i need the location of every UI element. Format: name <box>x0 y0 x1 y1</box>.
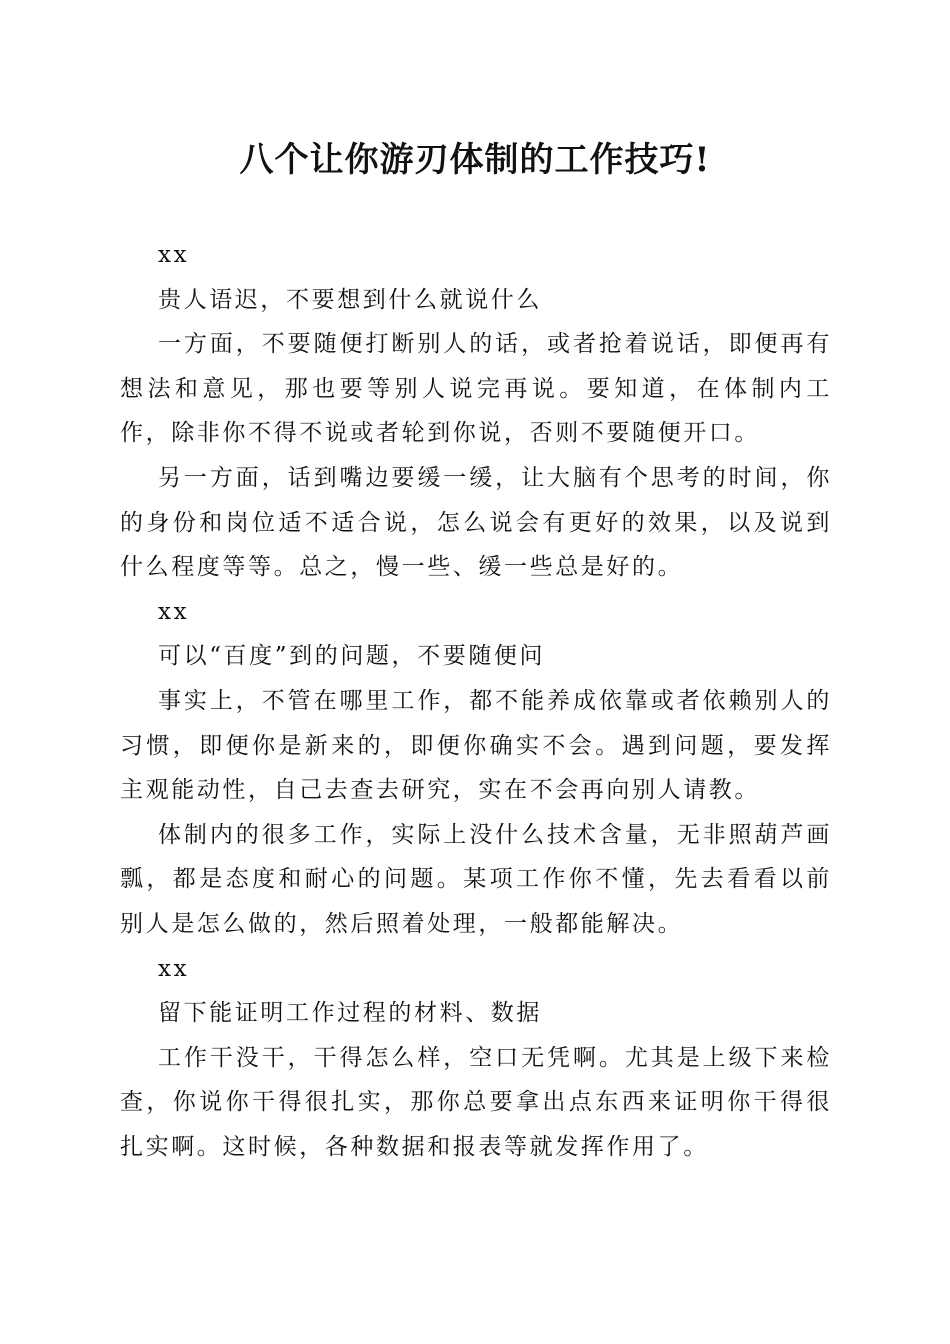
body-paragraph: 另一方面，话到嘴边要缓一缓，让大脑有个思考的时间，你的身份和岗位适不适合说，怎么说会有更好的效果，以及说到什么程度等等。总之，慢一些、缓一些总是好的。 <box>120 464 832 581</box>
section-heading: 贵人语迟，不要想到什么就说什么 <box>158 286 542 313</box>
body-paragraph: 工作干没干，干得怎么样，空口无凭啊。尤其是上级下来检查，你说你干得很扎实，那你总要拿出点东西来证明你干得很扎实啊。这时候，各种数据和报表等就发挥作用了。 <box>120 1044 832 1160</box>
section-marker: xx <box>158 242 190 268</box>
document-body <box>120 233 832 1169</box>
document-title: 八个让你游刃体制的工作技巧! <box>239 140 711 180</box>
section-heading: 留下能证明工作过程的材料、数据 <box>158 1000 542 1027</box>
body-paragraph: 体制内的很多工作，实际上没什么技术含量，无非照葫芦画瓢，都是态度和耐心的问题。某项工作你不懂，先去看看以前别人是怎么做的，然后照着处理，一般都能解决。 <box>120 821 832 937</box>
section-marker: xx <box>158 955 190 982</box>
body-paragraph: 一方面，不要随便打断别人的话，或者抢着说话，即便再有想法和意见，那也要等别人说完再说。要知道，在体制内工作，除非你不得不说或者轮到你说，否则不要随便开口。 <box>120 331 832 447</box>
section-heading: 可以“百度”到的问题，不要随便问 <box>158 643 546 670</box>
section-marker: xx <box>158 598 190 625</box>
body-paragraph: 事实上，不管在哪里工作，都不能养成依靠或者依赖别人的习惯，即便你是新来的，即便你确实不会。遇到问题，要发挥主观能动性，自己去查去研究，实在不会再向别人请教。 <box>120 687 832 804</box>
